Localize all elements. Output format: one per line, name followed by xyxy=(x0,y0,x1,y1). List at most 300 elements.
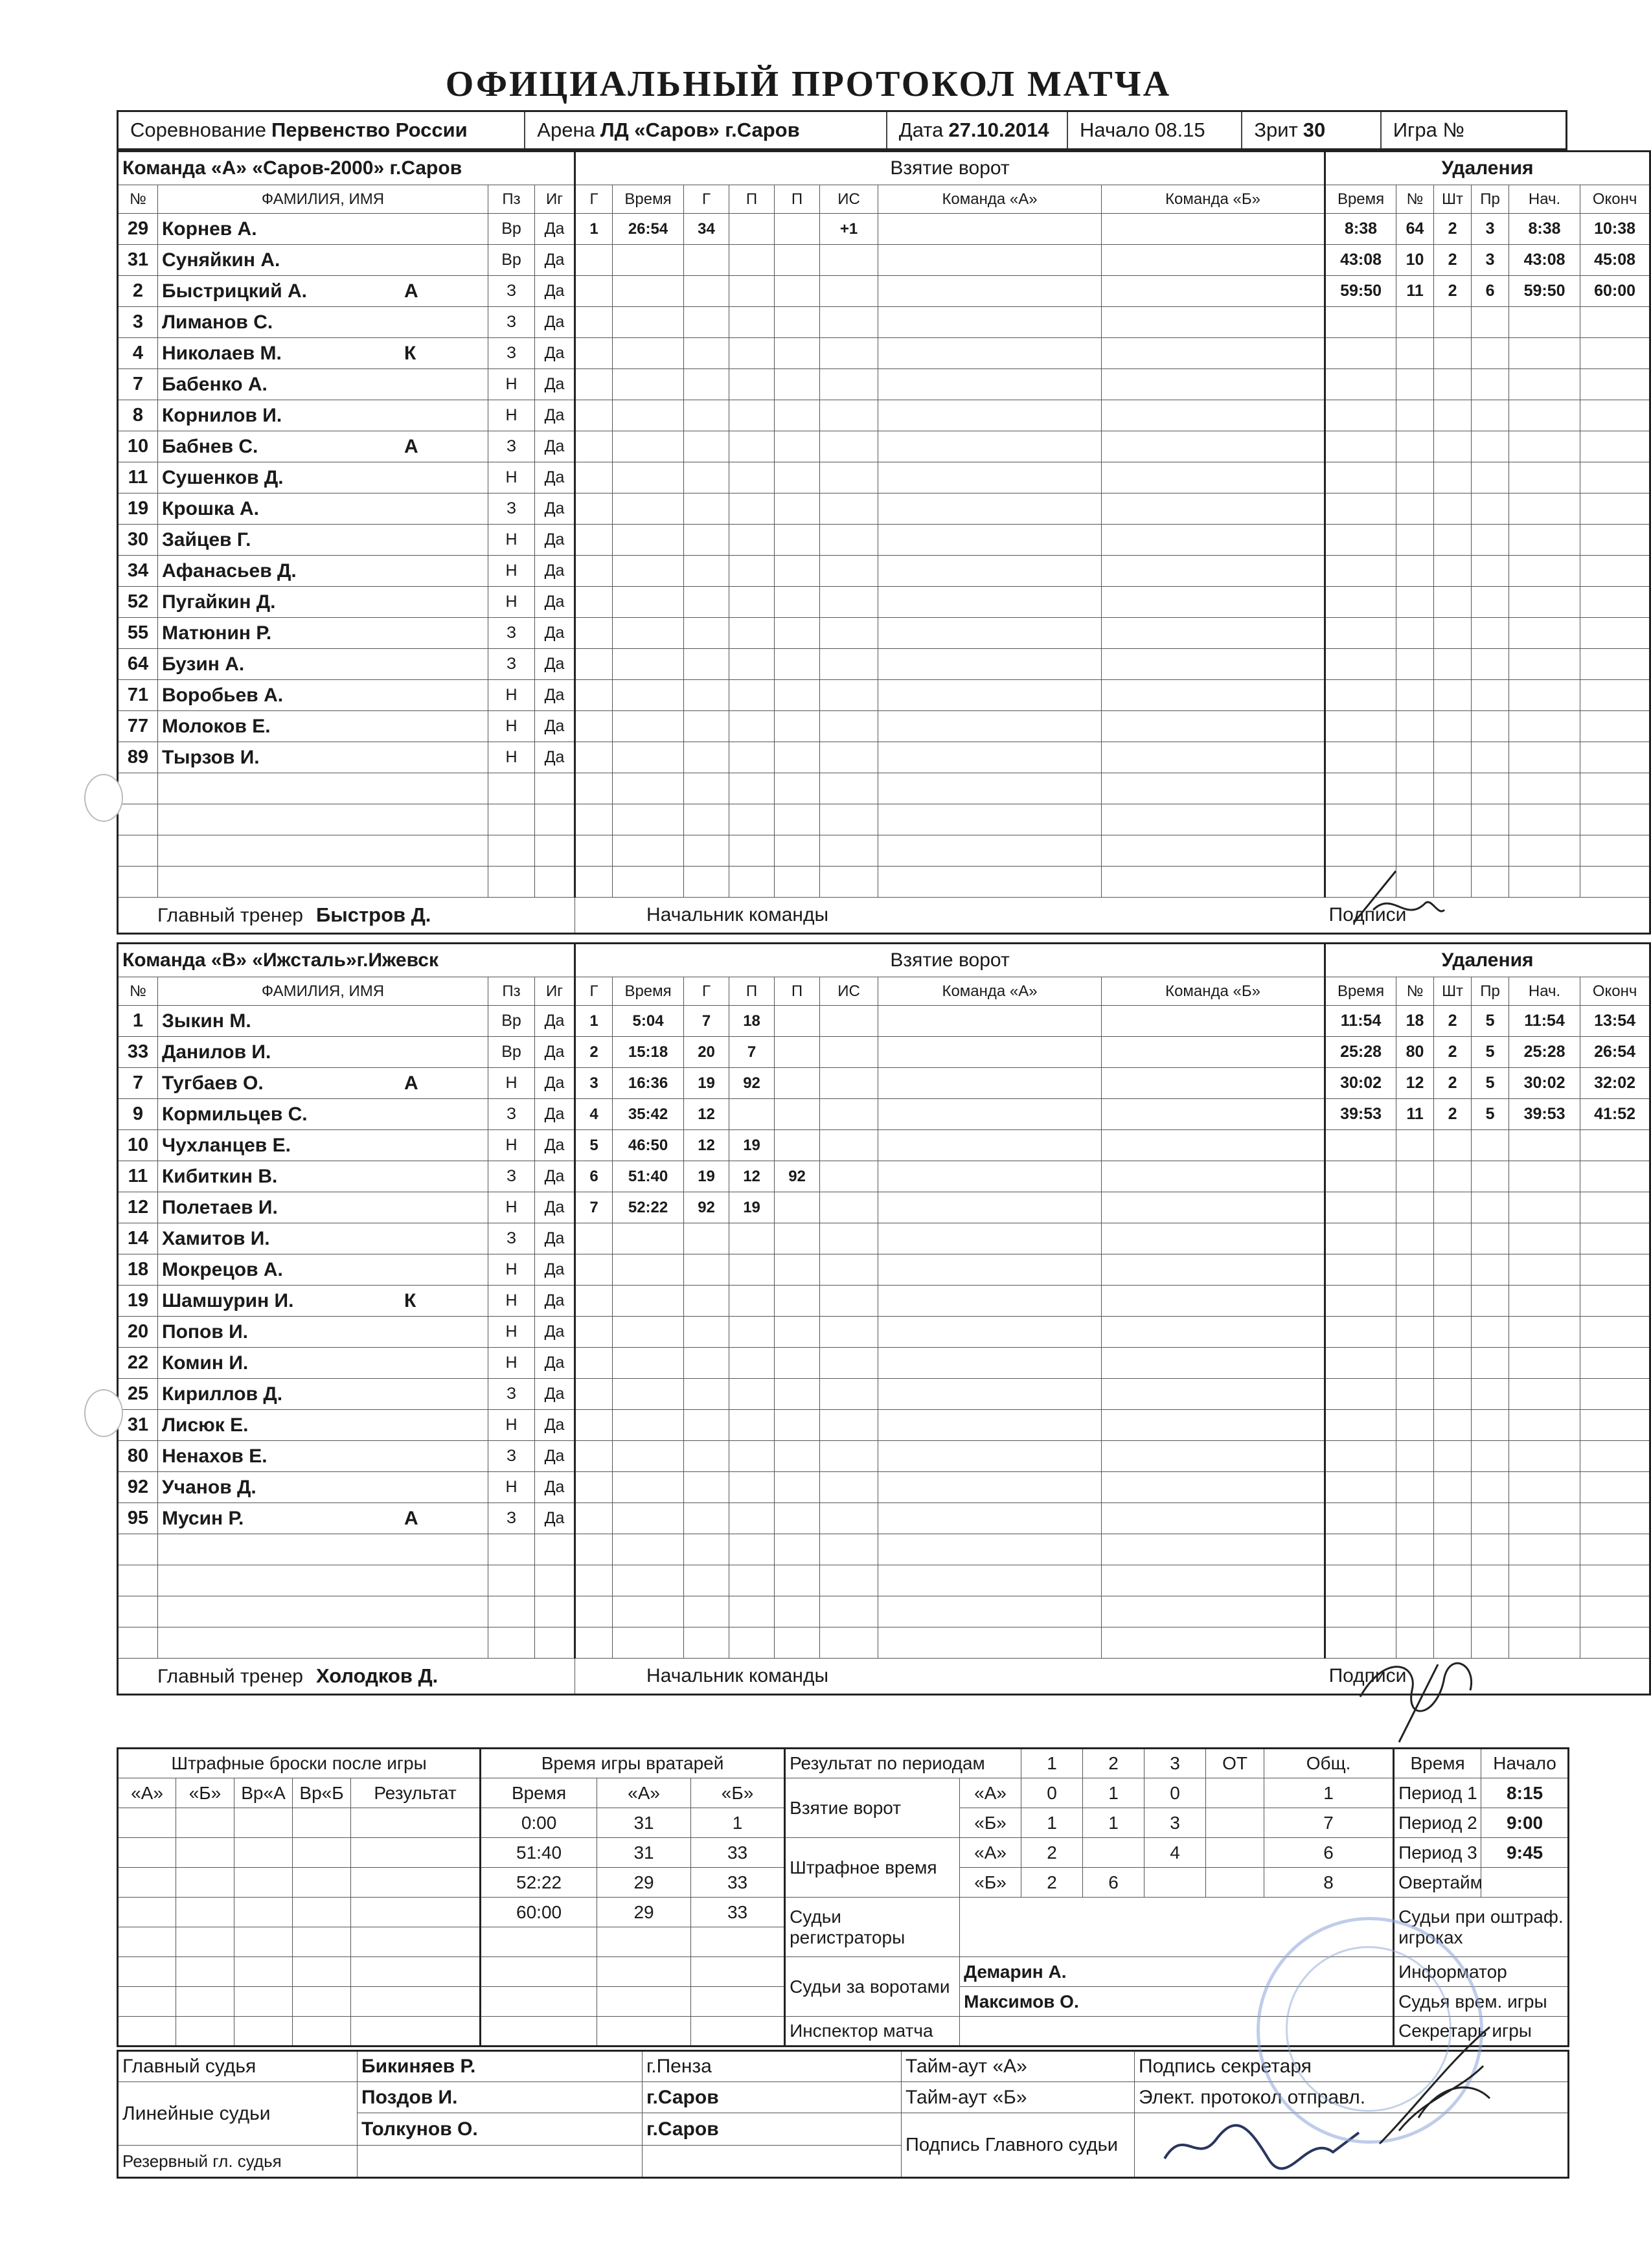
goal-gg: 92 xyxy=(684,1192,729,1223)
empty-cell xyxy=(878,867,1102,898)
empty-cell xyxy=(1102,1192,1325,1223)
goals-b-label: «Б» xyxy=(960,1808,1021,1838)
coach-label: Главный тренер xyxy=(157,905,303,926)
player-number: 4 xyxy=(118,338,158,369)
empty-cell xyxy=(1102,1099,1325,1130)
empty-cell xyxy=(575,649,613,680)
empty-cell xyxy=(775,1379,820,1410)
player-number: 14 xyxy=(118,1223,158,1254)
goal-is xyxy=(820,1099,878,1130)
empty-cell xyxy=(878,804,1102,835)
goals-a-p1: 0 xyxy=(1021,1778,1083,1808)
empty-cell xyxy=(878,773,1102,804)
empty-cell xyxy=(775,369,820,400)
empty-cell xyxy=(613,1254,684,1286)
empty-cell xyxy=(1396,618,1434,649)
empty-cell xyxy=(575,400,613,431)
col-pen-min-header: Шт xyxy=(1434,185,1472,214)
empty-cell xyxy=(575,1472,613,1503)
empty-cell xyxy=(158,1627,488,1659)
empty-cell xyxy=(1325,1161,1396,1192)
goal-g: 5 xyxy=(575,1130,613,1161)
player-played: Да xyxy=(535,1192,575,1223)
pim-a-p1: 2 xyxy=(1021,1838,1083,1868)
empty-cell xyxy=(878,1223,1102,1254)
player-name xyxy=(158,1286,488,1317)
empty-cell xyxy=(1580,1254,1650,1286)
empty-cell xyxy=(1325,1596,1396,1627)
table-row xyxy=(118,400,1650,431)
empty-cell xyxy=(1325,1223,1396,1254)
empty-cell xyxy=(1434,835,1472,867)
player-role-mark: А xyxy=(404,435,418,457)
player-name-text: Тырзов И. xyxy=(162,746,260,768)
empty-cell xyxy=(729,1472,775,1503)
table-row xyxy=(118,431,1650,462)
goal-judge-2: Максимов О. xyxy=(960,1987,1394,2017)
goals-a-p3: 0 xyxy=(1144,1778,1206,1808)
empty-cell xyxy=(775,525,820,556)
empty-cell xyxy=(775,276,820,307)
goal-g: 6 xyxy=(575,1161,613,1192)
empty-cell xyxy=(1325,1379,1396,1410)
player-name-text: Пугайкин Д. xyxy=(162,591,276,613)
start-value: 08.15 xyxy=(1155,119,1205,141)
player-name xyxy=(158,307,488,338)
table-row xyxy=(118,525,1650,556)
goal-judge-1: Демарин А. xyxy=(960,1957,1394,1987)
goals-b-p2: 1 xyxy=(1083,1808,1144,1838)
empty-cell xyxy=(820,618,878,649)
table-row xyxy=(118,618,1650,649)
empty-cell xyxy=(820,1441,878,1472)
goal-time: 51:40 xyxy=(613,1161,684,1192)
player-name xyxy=(158,431,488,462)
penalty-time: 59:50 xyxy=(1325,276,1396,307)
player-position: Н xyxy=(488,556,535,587)
penalty-start: 43:08 xyxy=(1509,245,1580,276)
empty-cell xyxy=(1509,1565,1580,1596)
empty-cell xyxy=(729,1441,775,1472)
empty-cell xyxy=(729,493,775,525)
player-number: 2 xyxy=(118,276,158,307)
empty-cell xyxy=(1102,618,1325,649)
empty-cell xyxy=(775,1472,820,1503)
empty-cell xyxy=(1325,493,1396,525)
empty-cell xyxy=(820,1348,878,1379)
empty-cell xyxy=(775,400,820,431)
empty-cell xyxy=(684,245,729,276)
goal-p1: 12 xyxy=(729,1161,775,1192)
empty-cell xyxy=(775,1286,820,1317)
empty-cell xyxy=(1396,525,1434,556)
empty-cell xyxy=(1434,1223,1472,1254)
empty-cell xyxy=(535,1565,575,1596)
col-goal-num-header: Г xyxy=(575,977,613,1006)
player-played: Да xyxy=(535,214,575,245)
col-pen-time-header: Время xyxy=(1325,977,1396,1006)
empty-cell xyxy=(878,245,1102,276)
empty-cell xyxy=(1580,1534,1650,1565)
coach-label: Главный тренер xyxy=(157,1666,303,1687)
empty-cell xyxy=(684,773,729,804)
empty-cell xyxy=(575,742,613,773)
player-name xyxy=(158,742,488,773)
col-team-b-header: Команда «Б» xyxy=(1102,185,1325,214)
empty-cell xyxy=(1434,1161,1472,1192)
empty-cell xyxy=(820,462,878,493)
empty-cell xyxy=(820,1317,878,1348)
empty-cell xyxy=(613,1223,684,1254)
period-start: 9:00 xyxy=(1481,1808,1569,1838)
pim-a-p3: 4 xyxy=(1144,1838,1206,1868)
empty-cell xyxy=(878,1161,1102,1192)
player-played: Да xyxy=(535,1410,575,1441)
player-name-text: Быстрицкий А. xyxy=(162,280,308,302)
empty-cell xyxy=(1396,1130,1434,1161)
empty-cell xyxy=(878,1627,1102,1659)
goal-gg: 20 xyxy=(684,1037,729,1068)
col-pos-header: Пз xyxy=(488,977,535,1006)
empty-cell xyxy=(1102,214,1325,245)
penalty-end: 60:00 xyxy=(1580,276,1650,307)
empty-cell xyxy=(613,618,684,649)
table-row xyxy=(118,1596,1650,1627)
coach-cell xyxy=(118,898,575,934)
penalty-reason: 5 xyxy=(1472,1068,1509,1099)
pim-a-label: «А» xyxy=(960,1838,1021,1868)
empty-cell xyxy=(575,1627,613,1659)
player-played: Да xyxy=(535,742,575,773)
penalty-start: 39:53 xyxy=(1509,1099,1580,1130)
empty-cell xyxy=(1325,1565,1396,1596)
empty-cell xyxy=(729,245,775,276)
gk-row-b: 33 xyxy=(691,1898,785,1927)
player-played: Да xyxy=(535,276,575,307)
pim-b-ot xyxy=(1206,1868,1264,1898)
empty-cell xyxy=(684,1254,729,1286)
empty-cell xyxy=(575,1596,613,1627)
empty-cell xyxy=(1102,1627,1325,1659)
competition-value: Первенство России xyxy=(271,119,468,141)
gk-row-b: 1 xyxy=(691,1808,785,1838)
empty-cell xyxy=(1580,462,1650,493)
empty-cell xyxy=(729,742,775,773)
empty-cell xyxy=(878,1037,1102,1068)
empty-cell xyxy=(820,804,878,835)
empty-cell xyxy=(1472,338,1509,369)
empty-cell xyxy=(613,1379,684,1410)
empty-cell xyxy=(1434,369,1472,400)
empty-cell xyxy=(775,338,820,369)
empty-cell xyxy=(878,462,1102,493)
penalty-num: 11 xyxy=(1396,276,1434,307)
empty-cell xyxy=(684,1596,729,1627)
empty-cell xyxy=(684,1223,729,1254)
table-row xyxy=(118,1410,1650,1441)
player-played: Да xyxy=(535,338,575,369)
player-played: Да xyxy=(535,1099,575,1130)
empty-cell xyxy=(1102,1534,1325,1565)
empty-cell xyxy=(1472,1503,1509,1534)
empty-cell xyxy=(488,1534,535,1565)
period-start: 8:15 xyxy=(1481,1778,1569,1808)
empty-cell xyxy=(1580,1161,1650,1192)
empty-cell xyxy=(1396,400,1434,431)
empty-cell xyxy=(1472,1379,1509,1410)
player-name xyxy=(158,1503,488,1534)
manager-label: Начальник команды xyxy=(646,904,829,925)
empty-cell xyxy=(1102,400,1325,431)
linesman-1: Поздов И. xyxy=(358,2082,643,2113)
goal-p1: 18 xyxy=(729,1006,775,1037)
shootout-gk-a: Вр«А xyxy=(234,1778,293,1808)
player-position: З xyxy=(488,307,535,338)
player-position: Н xyxy=(488,1348,535,1379)
empty-cell xyxy=(1472,525,1509,556)
empty-cell xyxy=(1580,711,1650,742)
empty-cell xyxy=(1509,773,1580,804)
total-header: Общ. xyxy=(1264,1749,1394,1778)
empty-cell xyxy=(820,1627,878,1659)
empty-cell xyxy=(1325,1441,1396,1472)
empty-cell xyxy=(1434,1286,1472,1317)
player-name-text: Зыкин М. xyxy=(162,1010,251,1032)
col-scorer-header: Г xyxy=(684,185,729,214)
gk-row-a: 29 xyxy=(597,1868,691,1898)
empty-cell xyxy=(1509,338,1580,369)
table-row xyxy=(118,1099,1650,1130)
table-row xyxy=(118,462,1650,493)
empty-cell xyxy=(613,804,684,835)
empty-cell xyxy=(1325,711,1396,742)
empty-cell xyxy=(1472,711,1509,742)
empty-cell xyxy=(878,618,1102,649)
player-position: Н xyxy=(488,1068,535,1099)
empty-cell xyxy=(1102,307,1325,338)
empty-cell xyxy=(1396,1472,1434,1503)
empty-cell xyxy=(820,1472,878,1503)
empty-cell xyxy=(1580,1379,1650,1410)
player-number: 52 xyxy=(118,587,158,618)
empty-cell xyxy=(1509,556,1580,587)
empty-cell xyxy=(878,1410,1102,1441)
empty-cell xyxy=(1396,1223,1434,1254)
empty-cell xyxy=(575,369,613,400)
player-name xyxy=(158,1254,488,1286)
goal-g: 7 xyxy=(575,1192,613,1223)
empty-cell xyxy=(820,338,878,369)
player-name-text: Кормильцев С. xyxy=(162,1103,308,1125)
table-row xyxy=(118,1223,1650,1254)
penalty-min: 2 xyxy=(1434,1006,1472,1037)
penalty-min: 2 xyxy=(1434,1068,1472,1099)
gk-row-a: 31 xyxy=(597,1808,691,1838)
goals-section-title: Взятие ворот xyxy=(575,152,1325,185)
empty-cell xyxy=(684,711,729,742)
empty-cell xyxy=(1434,1254,1472,1286)
empty-cell xyxy=(488,835,535,867)
empty-cell xyxy=(158,835,488,867)
goal-gg: 34 xyxy=(684,214,729,245)
referee-sign-label: Подпись Главного судьи xyxy=(902,2113,1135,2178)
empty-cell xyxy=(613,431,684,462)
goals-a-ot xyxy=(1206,1778,1264,1808)
player-name-text: Лиманов С. xyxy=(162,311,273,333)
empty-cell xyxy=(1102,1037,1325,1068)
empty-cell xyxy=(1102,1379,1325,1410)
empty-cell xyxy=(775,1503,820,1534)
player-position: Вр xyxy=(488,245,535,276)
player-played: Да xyxy=(535,587,575,618)
goal-g: 1 xyxy=(575,1006,613,1037)
empty-cell xyxy=(1580,773,1650,804)
empty-cell xyxy=(820,556,878,587)
empty-cell xyxy=(613,1565,684,1596)
col-assist-1-header: П xyxy=(729,977,775,1006)
empty-cell xyxy=(878,1565,1102,1596)
shootout-title: Штрафные броски после игры xyxy=(118,1749,481,1778)
empty-cell xyxy=(613,525,684,556)
player-name xyxy=(158,1192,488,1223)
empty-cell xyxy=(878,1192,1102,1223)
empty-cell xyxy=(729,400,775,431)
player-name-text: Молоков Е. xyxy=(162,715,271,737)
table-row xyxy=(118,804,1650,835)
player-number: 19 xyxy=(118,1286,158,1317)
empty-cell xyxy=(1396,1596,1434,1627)
empty-cell xyxy=(1102,1596,1325,1627)
empty-cell xyxy=(488,1596,535,1627)
empty-cell xyxy=(1580,1223,1650,1254)
player-number: 92 xyxy=(118,1472,158,1503)
empty-cell xyxy=(1325,742,1396,773)
empty-cell xyxy=(775,804,820,835)
pim-b-p1: 2 xyxy=(1021,1868,1083,1898)
player-played: Да xyxy=(535,525,575,556)
empty-cell xyxy=(1509,618,1580,649)
empty-cell xyxy=(820,1503,878,1534)
penalty-reason: 5 xyxy=(1472,1006,1509,1037)
informator-label: Информатор xyxy=(1394,1957,1569,1987)
empty-cell xyxy=(729,1286,775,1317)
empty-cell xyxy=(878,338,1102,369)
pim-a-total: 6 xyxy=(1264,1838,1394,1868)
empty-cell xyxy=(1509,867,1580,898)
goals-b-p3: 3 xyxy=(1144,1808,1206,1838)
goal-time: 15:18 xyxy=(613,1037,684,1068)
empty-cell xyxy=(1396,556,1434,587)
empty-cell xyxy=(1509,1223,1580,1254)
goal-time: 52:22 xyxy=(613,1192,684,1223)
empty-cell xyxy=(118,1565,158,1596)
empty-cell xyxy=(1434,307,1472,338)
player-position: З xyxy=(488,1441,535,1472)
empty-cell xyxy=(878,1534,1102,1565)
empty-cell xyxy=(1102,1410,1325,1441)
empty-cell xyxy=(1102,1161,1325,1192)
penalty-num: 11 xyxy=(1396,1099,1434,1130)
empty-cell xyxy=(1434,1565,1472,1596)
empty-cell xyxy=(1434,649,1472,680)
linesman-2-city: г.Саров xyxy=(643,2113,902,2146)
empty-cell xyxy=(1580,400,1650,431)
empty-cell xyxy=(613,649,684,680)
penalty-time: 11:54 xyxy=(1325,1006,1396,1037)
player-name-text: Корнилов И. xyxy=(162,404,282,426)
empty-cell xyxy=(820,680,878,711)
empty-cell xyxy=(1434,587,1472,618)
empty-cell xyxy=(1434,1534,1472,1565)
player-name-text: Бабенко А. xyxy=(162,373,268,395)
empty-cell xyxy=(729,431,775,462)
empty-cell xyxy=(1580,1503,1650,1534)
empty-cell xyxy=(1434,1410,1472,1441)
empty-cell xyxy=(1325,680,1396,711)
player-name xyxy=(158,649,488,680)
player-number: 11 xyxy=(118,462,158,493)
empty-cell xyxy=(613,1627,684,1659)
pim-b-total: 8 xyxy=(1264,1868,1394,1898)
player-played: Да xyxy=(535,711,575,742)
punch-hole xyxy=(84,774,123,822)
player-number: 11 xyxy=(118,1161,158,1192)
empty-cell xyxy=(1325,587,1396,618)
goal-is xyxy=(820,1068,878,1099)
empty-cell xyxy=(684,1534,729,1565)
empty-cell xyxy=(729,680,775,711)
empty-cell xyxy=(775,1534,820,1565)
empty-cell xyxy=(1509,742,1580,773)
penalty-time: 30:02 xyxy=(1325,1068,1396,1099)
table-row xyxy=(118,276,1650,307)
empty-cell xyxy=(1472,1286,1509,1317)
empty-cell xyxy=(1509,462,1580,493)
table-row xyxy=(118,338,1650,369)
player-position: Н xyxy=(488,1410,535,1441)
period-start: 9:45 xyxy=(1481,1838,1569,1868)
penalty-num: 80 xyxy=(1396,1037,1434,1068)
empty-cell xyxy=(1580,649,1650,680)
goal-gg: 7 xyxy=(684,1006,729,1037)
penalty-start: 30:02 xyxy=(1509,1068,1580,1099)
empty-cell xyxy=(1509,1161,1580,1192)
empty-cell xyxy=(575,462,613,493)
player-name-text: Чухланцев Е. xyxy=(162,1134,291,1156)
empty-cell xyxy=(775,742,820,773)
col-pos-header: Пз xyxy=(488,185,535,214)
empty-cell xyxy=(820,276,878,307)
player-name xyxy=(158,680,488,711)
empty-cell xyxy=(1472,835,1509,867)
referee-city: г.Пенза xyxy=(643,2051,902,2082)
empty-cell xyxy=(1325,1472,1396,1503)
empty-cell xyxy=(684,369,729,400)
empty-cell xyxy=(1434,462,1472,493)
empty-cell xyxy=(684,1503,729,1534)
goal-time: 26:54 xyxy=(613,214,684,245)
table-row xyxy=(118,214,1650,245)
empty-cell xyxy=(1472,1317,1509,1348)
goal-gg: 12 xyxy=(684,1099,729,1130)
empty-cell xyxy=(1396,369,1434,400)
empty-cell xyxy=(535,835,575,867)
empty-cell xyxy=(820,835,878,867)
player-played: Да xyxy=(535,1441,575,1472)
empty-cell xyxy=(684,742,729,773)
col-strength-header: ИС xyxy=(820,185,878,214)
penalty-num: 12 xyxy=(1396,1068,1434,1099)
